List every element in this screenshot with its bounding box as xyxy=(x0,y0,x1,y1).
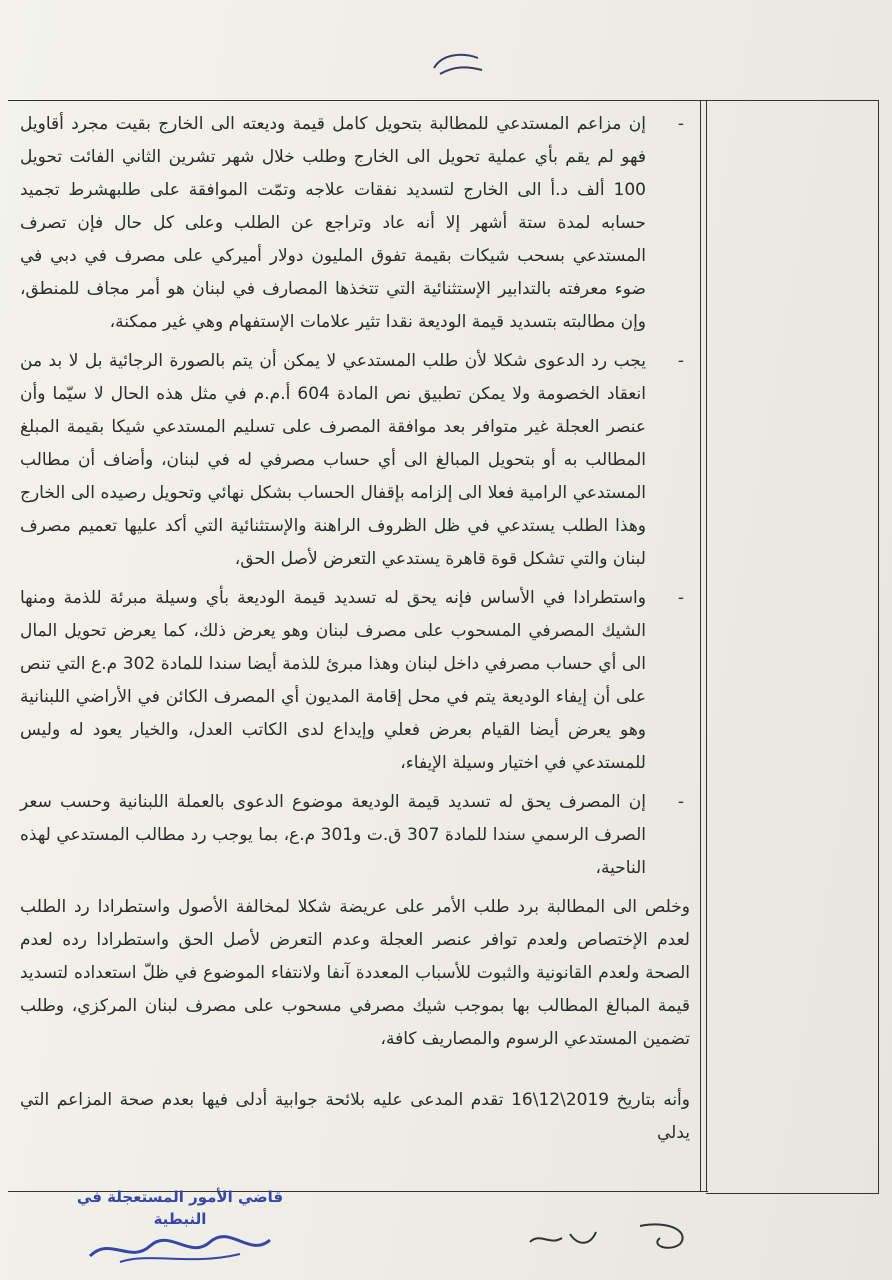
paragraph-3 xyxy=(20,582,690,780)
bullet-dash: - xyxy=(677,351,684,371)
document-body xyxy=(20,108,690,1167)
paragraph-1 xyxy=(20,108,690,339)
stamp-title: قاضي الأمور المستعجلة في النبطية xyxy=(76,1188,284,1228)
initials-mark xyxy=(520,1212,720,1262)
paragraph-text: واستطرادا في الأساس فإنه يحق له تسديد قيمة الوديعة بأي وسيلة مبرئة للذمة ومنها الشيك المصرفي المسحوب على مصرف لبنان وهو يعرض ذلك، كما يعرض تحويل المال الى أي حساب مصرفي داخل لبنان وهذا مبرئ للذمة أيضا سندا للمادة 302 م.ع التي تنص على أن إيفاء الوديعة يتم في محل إقامة المديون أي المصرف الكائن في الأراضي اللبنانية وهو يعرض أيضا القيام بعرض فعلي وإيداع لدى الكاتب العدل، والخيار يعود له وليس للمستدعي في اختيار وسيلة الإيفاء، xyxy=(20,588,646,773)
bullet-dash: - xyxy=(677,792,684,812)
paragraph-4 xyxy=(20,786,690,885)
continuation-line: وأنه بتاريخ 2019\12\16 تقدم المدعى عليه بلائحة جوابية أدلى فيها بعدم صحة المزاعم التي يدلي xyxy=(20,1090,690,1143)
paragraph-2 xyxy=(20,345,690,576)
paragraph-text: يجب رد الدعوى شكلا لأن طلب المستدعي لا يمكن أن يتم بالصورة الرجائية بل لا بد من انعقاد الخصومة ولا يمكن تطبيق نص المادة 604 أ.م.م في مثل هذه الحال لا سيّما وأن عنصر العجلة غير متوافر بعد موافقة المصرف على تسليم المستدعي شيكا بقيمة المبلغ المطالب به أو بتحويل المبالغ الى أي حساب مصرفي له في لبنان، وأضاف أن مطالب المستدعي الرامية فعلا الى إلزامه بإقفال الحساب بشكل نهائي وتحويل رصيده الى الخارج وهذا الطلب يستدعي في ظل الظروف الراهنة والإستثنائية التي أكد عليها تعميم مصرف لبنان والتي تشكل قوة قاهرة يستدعي التعرض لأصل الحق، xyxy=(20,351,646,569)
bullet-dash: - xyxy=(677,588,684,608)
bullet-dash: - xyxy=(677,114,684,134)
paragraph-text: إن المصرف يحق له تسديد قيمة الوديعة موضوع الدعوى بالعملة اللبنانية وحسب سعر الصرف الرسمي سندا للمادة 307 ق.ت و301 م.ع، بما يوجب رد مطالب المستدعي لهذه الناحية، xyxy=(20,792,646,878)
margin-column xyxy=(706,100,879,1194)
page-number-mark xyxy=(428,44,488,84)
margin-rule-inner xyxy=(700,100,701,1192)
closing-paragraph: وخلص الى المطالبة برد طلب الأمر على عريضة شكلا لمخالفة الأصول واستطرادا رد الطلب لعدم الإختصاص ولعدم توافر عنصر العجلة وعدم التعرض لأصل الحق واستطرادا رده لعدم الصحة ولعدم القانونية والثبوت للأسباب المعددة آنفا ولانتفاء الموضوع في ظلّ استعداده لتسديد قيمة المبالغ المطالب بها بموجب شيك مصرفي مسحوب على مصرف لبنان المركزي، وطلب تضمين المستدعي الرسوم والمصاريف كافة، xyxy=(20,897,690,1049)
signature-icon xyxy=(80,1230,280,1270)
paragraph-text: إن مزاعم المستدعي للمطالبة بتحويل كامل قيمة وديعته الى الخارج بقيت مجرد أقاويل فهو لم يقم بأي عملية تحويل الى الخارج وطلب خلال شهر تشرين الثاني الفائت تحويل 100 ألف د.أ الى الخارج لتسديد نفقات علاجه وتمّت الموافقة على طلبهشرط تجميد حسابه لمدة ستة أشهر إلا أنه عاد وتراجع عن الطلب وعلى كل حال فإن تصرف المستدعي بسحب شيكات بقيمة تفوق المليون دولار أميركي على مصرف في دبي في ضوء معرفته بالتدابير الإستثنائية التي تتخذها المصارف في لبنان هو أمر مجاف للمنطق، وإن مطالبته بتسديد قيمة الوديعة نقدا تثير علامات الإستفهام وهي غير ممكنة، xyxy=(20,114,646,332)
judge-stamp xyxy=(60,1186,300,1256)
